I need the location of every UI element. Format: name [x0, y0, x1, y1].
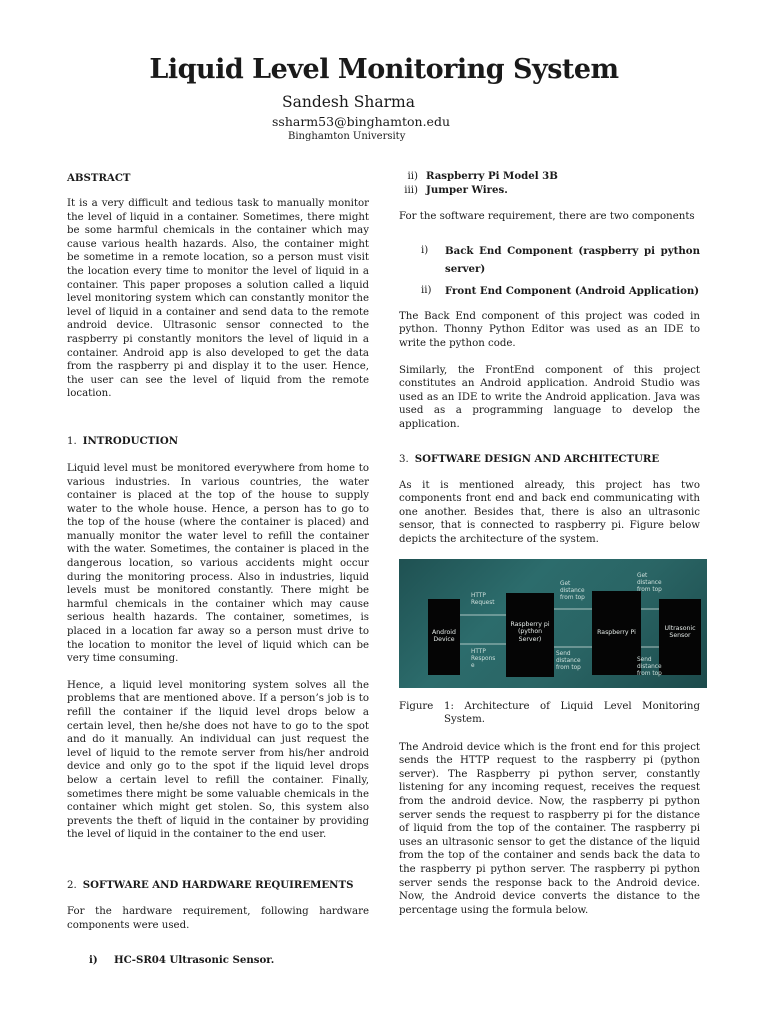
section-number: 3.	[399, 453, 409, 465]
send-distance-label: Send distance from top	[556, 650, 581, 671]
software-item	[399, 242, 700, 278]
author-name: Sandesh Sharma	[282, 93, 415, 111]
caption-lead: Figure	[399, 700, 434, 712]
requirements-intro: For the hardware requirement, following hardware components were used.	[67, 905, 369, 931]
abstract-heading: ABSTRACT	[67, 172, 131, 184]
raspberry-pi-label: Raspberry Pi	[597, 628, 636, 636]
introduction-heading	[67, 435, 369, 447]
architecture-figure	[399, 559, 707, 688]
hardware-item	[399, 170, 700, 184]
hardware-item	[67, 954, 369, 966]
list-marker: iii)	[404, 184, 418, 196]
figure-caption	[399, 700, 700, 727]
left-column	[67, 170, 369, 966]
section-number: 1.	[67, 435, 77, 447]
software-item	[399, 282, 700, 300]
section-title: SOFTWARE DESIGN AND ARCHITECTURE	[414, 452, 660, 465]
list-marker: ii)	[421, 284, 432, 296]
section-title: INTRODUCTION	[82, 434, 179, 447]
http-request-label: HTTP Request	[471, 592, 495, 606]
send-distance-label-2: Send distance from top	[637, 656, 662, 677]
hardware-item	[399, 184, 700, 198]
list-text: Raspberry Pi Model 3B	[426, 170, 558, 182]
http-response-label: HTTP Respons e	[471, 648, 496, 669]
list-marker: i)	[421, 244, 429, 256]
design-paragraph: As it is mentioned already, this project has two components front end and back end communicating with one another. Besides that, there is also an ultrasonic sensor, that is connected to raspberry pi. Figure below depicts the architecture of the system.	[399, 479, 700, 545]
right-column	[399, 170, 700, 917]
author-affiliation: Binghamton University	[288, 131, 406, 142]
introduction-paragraph: Liquid level must be monitored everywhere from home to various industries. In various countries, the water container is placed at the top of the house to supply water to the whole house. Hence, a person has to go to the top of the house (where the container is placed) and manually monitor the water level to refill the container with the water. Sometimes, the container is placed in the dangerous location, so various accidents might occur during the monitoring process. Also in industries, liquid levels must be monitored constantly. There might be harmful chemicals in the container which may cause serious health hazards. The container, sometimes, is placed in a location far away so a person must drive to the location to monitor the level of liquid which can be very time consuming.	[67, 462, 369, 665]
design-paragraph: The Android device which is the front end for this project sends the HTTP request to the raspberry pi (python server). The Raspberry pi python server, constantly listening for any incoming request, receives the request from the android device. Now, the raspberry pi python server sends the request to raspberry pi for the distance of liquid from the top of the container. The raspberry pi uses an ultrasonic sensor to get the distance of the liquid from the top of the container and sends back the data to the raspberry pi python server. The raspberry pi python server sends the response back to the Android device. Now, the Android device converts the distance to the percentage using the formula below.	[399, 741, 700, 916]
paper-title: Liquid Level Monitoring System	[149, 54, 619, 85]
software-intro: For the software requirement, there are two components	[399, 211, 695, 223]
list-text: HC-SR04 Ultrasonic Sensor.	[114, 954, 275, 967]
backend-paragraph: The Back End component of this project was coded in python. Thonny Python Editor was used as an IDE to write the python code.	[399, 310, 700, 349]
ultrasonic-sensor-label: Ultrasonic Sensor	[664, 624, 696, 639]
android-device-label: Android Device	[432, 628, 456, 643]
python-server-label: Raspberry pi (python Server)	[510, 620, 550, 643]
section-number: 2.	[67, 879, 77, 891]
abstract-text: It is a very difficult and tedious task to manually monitor the level of liquid in a container. Sometimes, there might be some harmful chemicals in the container which may cause various health hazards. Also, the container might be sometime in a remote location, so a person must visit the location every time to monitor the level of liquid in a container. This paper proposes a solution called a liquid level monitoring system which can constantly monitor the level of liquid in a container and send data to the remote android device. Ultrasonic sensor connected to the raspberry pi constantly monitors the level of liquid in a container. Android app is also developed to get the data from the raspberry pi and display it to the user. Hence, the user can see the level of liquid from the remote location.	[67, 198, 369, 400]
list-marker: ii)	[407, 171, 418, 182]
design-heading	[399, 453, 700, 465]
caption-text: 1: Architecture of Liquid Level Monitoring System.	[444, 700, 700, 726]
list-marker: i)	[89, 954, 98, 967]
frontend-paragraph: Similarly, the FrontEnd component of this project constitutes an Android application. Android Studio was used as an IDE to write the Android application. Java was used as a programming language to develop the application.	[399, 364, 700, 430]
introduction-paragraph: Hence, a liquid level monitoring system solves all the problems that are mentioned above. If a person’s job is to refill the container if the liquid level drops below a certain level, then he/she does not have to go to the spot and do it manually. An individual can just request the level of liquid to the remote server from his/her android device and only go to the spot if the liquid level drops below a certain level to refill the container. Finally, sometimes there might be some valuable chemicals in the container which might get stolen. So, this system also prevents the theft of liquid in the container by providing the level of liquid in the container to the end user.	[67, 679, 369, 841]
get-distance-label-2: Get distance from top	[637, 572, 662, 593]
list-text: Back End Component (raspberry pi python server)	[445, 244, 700, 275]
list-text: Jumper Wires.	[426, 183, 508, 196]
list-text: Front End Component (Android Application)	[445, 284, 700, 297]
requirements-heading	[67, 879, 369, 891]
get-distance-label: Get distance from top	[560, 580, 585, 601]
section-title: SOFTWARE AND HARDWARE REQUIREMENTS	[82, 878, 354, 891]
author-email: ssharm53@binghamton.edu	[272, 114, 450, 129]
